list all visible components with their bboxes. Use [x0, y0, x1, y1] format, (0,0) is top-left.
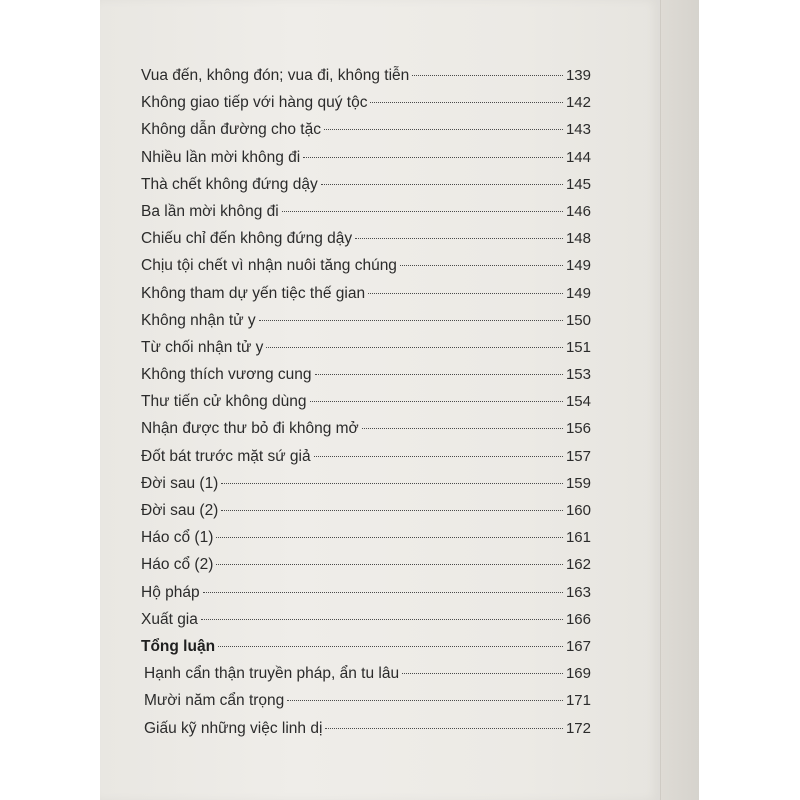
toc-entry-page: 151 [565, 338, 591, 356]
toc-entry-title: Hạnh cẩn thận truyền pháp, ẩn tu lâu [144, 665, 400, 683]
toc-entry-title: Nhiều lần mời không đi [141, 148, 301, 166]
toc-entry [141, 225, 591, 252]
toc-entry-title: Mười năm cẩn trọng [144, 692, 285, 710]
toc-entry-title: Đời sau (2) [141, 502, 219, 519]
toc-entry-page: 172 [565, 719, 591, 737]
dot-leader [400, 265, 563, 266]
toc-entry-title: Thư tiến cử không dùng [141, 393, 307, 411]
toc-entry-page: 143 [565, 121, 591, 139]
toc-entry-page: 144 [565, 148, 591, 166]
toc-entry-title: Không thích vương cung [141, 366, 312, 384]
toc-entry-title: Xuất gia [141, 610, 198, 628]
toc-entry-title: Háo cổ (2) [141, 556, 214, 574]
dot-leader [402, 673, 563, 674]
toc-entry [141, 551, 591, 578]
dot-leader [315, 374, 563, 375]
dot-leader [412, 75, 563, 76]
toc-section-heading [141, 633, 591, 660]
toc-entry-title: Vua đến, không đón; vua đi, không tiễn [141, 67, 410, 84]
toc-entry-title: Không giao tiếp với hàng quý tộc [141, 94, 368, 112]
toc-entry-title: Từ chối nhận tử y [141, 338, 264, 356]
dot-leader [218, 646, 563, 647]
toc-entry [141, 579, 591, 606]
toc-entry [141, 715, 591, 742]
dot-leader [310, 401, 563, 402]
toc-entry-title: Chiếu chỉ đến không đứng dậy [141, 230, 353, 248]
toc-entry-page: 148 [565, 230, 591, 248]
toc-entry-page: 166 [565, 610, 591, 628]
dot-leader [203, 592, 563, 593]
toc-entry-page: 161 [565, 529, 591, 547]
dot-leader [221, 483, 563, 484]
toc-entry [141, 470, 591, 497]
dot-leader [287, 700, 563, 701]
toc-entry-page: 150 [565, 311, 591, 329]
toc-entry [141, 415, 591, 442]
dot-leader [216, 537, 563, 538]
toc-entry-title: Không dẫn đường cho tặc [141, 121, 321, 139]
toc-entry [141, 62, 591, 89]
toc-entry-title: Háo cổ (1) [141, 529, 214, 547]
toc-entry [141, 497, 591, 524]
toc-entry-title: Giấu kỹ những việc linh dị [144, 719, 323, 737]
dot-leader [201, 619, 563, 620]
dot-leader [314, 456, 563, 457]
toc-entry [141, 280, 591, 307]
toc-entry-page: 145 [565, 175, 591, 193]
dot-leader [324, 129, 563, 130]
toc-entry-page: 156 [565, 420, 591, 438]
toc-entry [141, 252, 591, 279]
toc-entry-page: 169 [565, 665, 591, 683]
toc-entry-page: 167 [565, 637, 591, 655]
toc-entry-title: Hộ pháp [141, 583, 200, 601]
dot-leader [303, 157, 563, 158]
toc-entry-page: 160 [565, 502, 591, 519]
dot-leader [370, 102, 563, 103]
toc-entry [141, 334, 591, 361]
toc-entry [141, 443, 591, 470]
dot-leader [321, 184, 563, 185]
dot-leader [259, 320, 563, 321]
toc-entry-page: 149 [565, 257, 591, 275]
toc-entry [141, 606, 591, 633]
toc-entry-page: 142 [565, 94, 591, 112]
toc-entry [141, 660, 591, 687]
toc-entry-title: Chịu tội chết vì nhận nuôi tăng chúng [141, 257, 397, 275]
dot-leader [325, 728, 563, 729]
toc-entry [141, 307, 591, 334]
toc-section-title: Tổng luận [141, 637, 216, 655]
toc-entry [141, 388, 591, 415]
toc-entry [141, 171, 591, 198]
toc-entry-title: Đốt bát trước mặt sứ giả [141, 447, 311, 465]
dot-leader [355, 238, 563, 239]
toc-entry-page: 163 [565, 583, 591, 601]
toc-entry-title: Đời sau (1) [141, 474, 219, 492]
toc-entry-page: 157 [565, 447, 591, 465]
toc-entry [141, 361, 591, 388]
toc-entry-page: 146 [565, 202, 591, 220]
toc-entry-page: 139 [565, 67, 591, 84]
toc-entry-page: 154 [565, 393, 591, 411]
toc-entry-title: Thà chết không đứng dậy [141, 175, 318, 193]
toc-entry [141, 687, 591, 714]
table-of-contents [141, 62, 591, 742]
book-spine [660, 0, 699, 800]
dot-leader [216, 564, 563, 565]
toc-entry [141, 198, 591, 225]
dot-leader [362, 428, 563, 429]
toc-entry-page: 162 [565, 556, 591, 574]
toc-entry-title: Ba lần mời không đi [141, 202, 279, 220]
toc-entry-page: 159 [565, 474, 591, 492]
dot-leader [266, 347, 563, 348]
toc-entry [141, 144, 591, 171]
toc-entry [141, 89, 591, 116]
dot-leader [221, 510, 563, 511]
toc-entry-title: Không tham dự yến tiệc thế gian [141, 284, 366, 302]
toc-entry-title: Không nhận tử y [141, 311, 256, 329]
dot-leader [368, 293, 563, 294]
toc-entry-page: 171 [565, 692, 591, 710]
toc-entry-title: Nhận được thư bỏ đi không mở [141, 420, 359, 438]
toc-entry [141, 116, 591, 143]
dot-leader [282, 211, 563, 212]
toc-entry [141, 524, 591, 551]
toc-entry-page: 153 [565, 366, 591, 384]
toc-entry-page: 149 [565, 284, 591, 302]
